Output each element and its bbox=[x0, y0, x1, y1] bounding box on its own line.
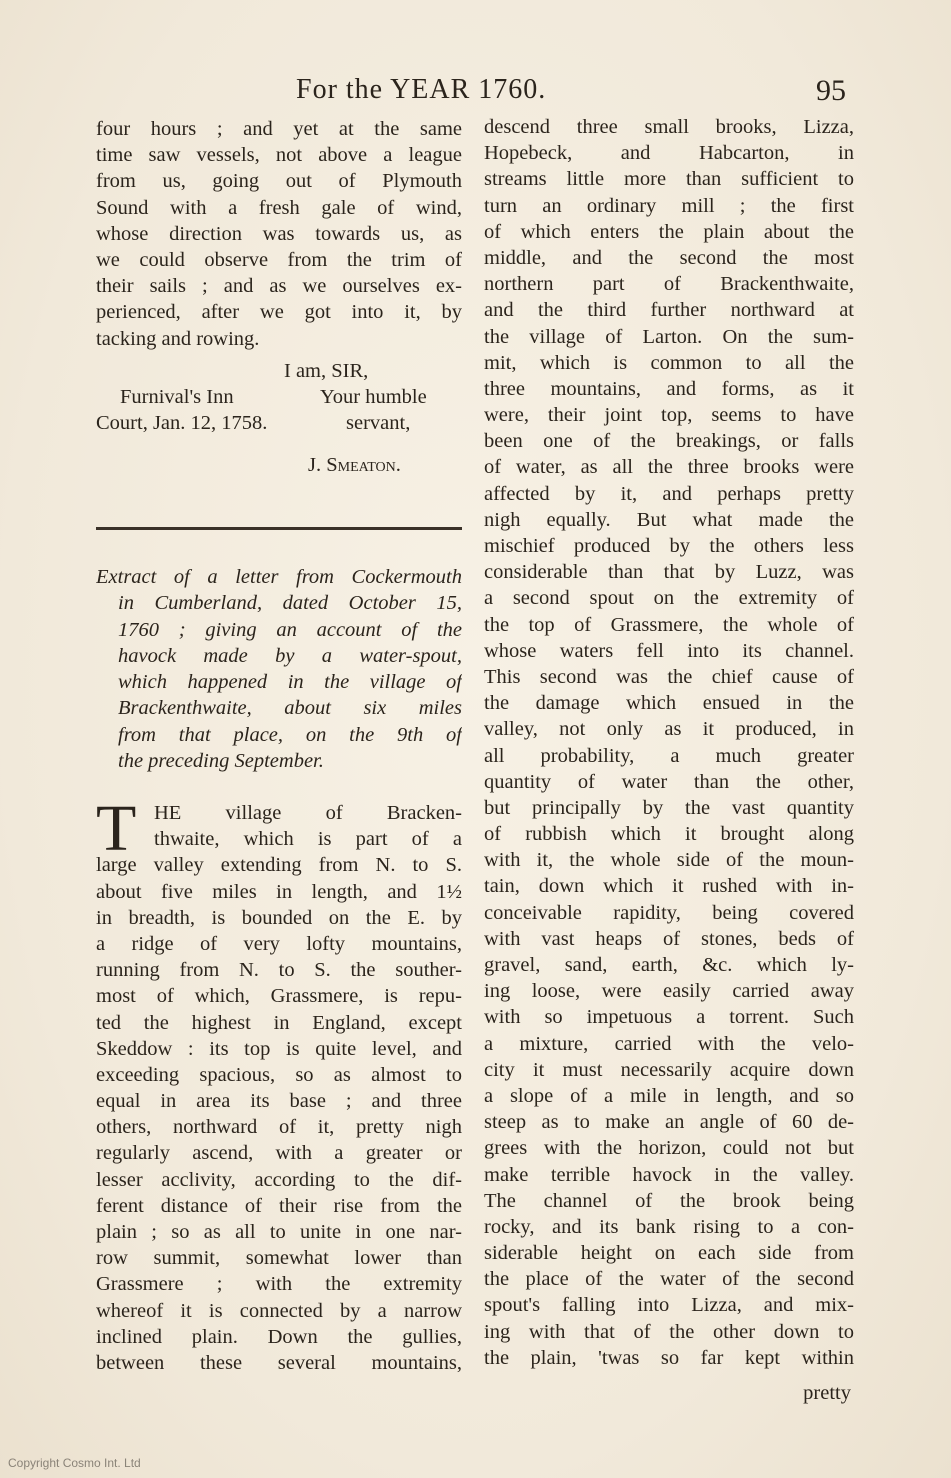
extract-line: from that place, on the 9th of bbox=[118, 723, 462, 746]
text-line: Sound with a fresh gale of wind, bbox=[96, 196, 462, 219]
text-line: of water, as all the three brooks were bbox=[484, 456, 854, 479]
text-line: considerable than that by Luzz, was bbox=[484, 561, 854, 584]
text-line: tacking and rowing. bbox=[96, 327, 260, 350]
text-line: with it, the whole side of the moun- bbox=[484, 849, 854, 872]
sign-off-row-2 bbox=[96, 410, 462, 436]
text-line: The channel of the brook being bbox=[484, 1189, 854, 1212]
text-line: Hopebeck, and Habcarton, in bbox=[484, 142, 854, 165]
closing: I am, SIR, bbox=[284, 359, 369, 382]
text-line: between these several mountains, bbox=[96, 1351, 462, 1374]
text-line: lesser acclivity, according to the dif- bbox=[96, 1168, 462, 1191]
text-line: middle, and the second the most bbox=[484, 246, 854, 269]
text-line: the damage which ensued in the bbox=[484, 692, 854, 715]
text-line: inclined plain. Down the gullies, bbox=[96, 1325, 462, 1348]
text-line: running from N. to S. the souther- bbox=[96, 959, 462, 982]
text-line: been one of the breakings, or falls bbox=[484, 430, 854, 453]
text-line: from us, going out of Plymouth bbox=[96, 170, 462, 193]
text-line: spout's falling into Lizza, and mix- bbox=[484, 1294, 854, 1317]
letter-conclusion bbox=[96, 116, 462, 478]
text-line: the top of Grassmere, the whole of bbox=[484, 613, 854, 636]
text-line: whose direction was towards us, as bbox=[96, 222, 462, 245]
text-line: city it must necessarily acquire down bbox=[484, 1058, 854, 1081]
humble-line-2: servant, bbox=[346, 411, 411, 434]
text-line: affected by it, and perhaps pretty bbox=[484, 482, 854, 505]
text-line: siderable height on each side from bbox=[484, 1242, 854, 1265]
text-line: but principally by the vast quantity bbox=[484, 796, 854, 819]
text-line: of rubbish which it brought along bbox=[484, 823, 854, 846]
catchword: pretty bbox=[803, 1382, 851, 1404]
text-line: rocky, and its bank rising to a con- bbox=[484, 1215, 854, 1238]
text-line: whose waters fell into its channel. bbox=[484, 639, 854, 662]
sign-off-row-1 bbox=[96, 384, 462, 410]
text-line: steep as to make an angle of 60 de- bbox=[484, 1111, 854, 1134]
text-line: a slope of a mile in length, and so bbox=[484, 1084, 854, 1107]
text-line: make terrible havock in the valley. bbox=[484, 1163, 854, 1186]
text-line: a second spout on the extremity of bbox=[484, 587, 854, 610]
text-line: a ridge of very lofty mountains, bbox=[96, 932, 462, 955]
text-line: thwaite, which is part of a bbox=[154, 828, 462, 851]
text-line: descend three small brooks, Lizza, bbox=[484, 116, 854, 138]
extract-line: Extract of a letter from Cockermouth bbox=[96, 566, 462, 588]
text-line: all probability, a much greater bbox=[484, 744, 854, 767]
closing-row bbox=[96, 358, 462, 384]
extract-line: 1760 ; giving an account of the bbox=[118, 618, 462, 641]
text-line: ferent distance of their rise from the bbox=[96, 1194, 462, 1217]
article-right-column bbox=[484, 114, 854, 1371]
text-line: a mixture, carried with the velo- bbox=[484, 1032, 854, 1055]
article-left-column bbox=[96, 792, 462, 1376]
text-line: gravel, sand, earth, &c. which ly- bbox=[484, 954, 854, 976]
text-line: perienced, after we got into it, by bbox=[96, 301, 462, 324]
text-line: quantity of water than the other, bbox=[484, 770, 854, 793]
humble-line-1: Your humble bbox=[320, 385, 427, 408]
text-line: This second was the chief cause of bbox=[484, 665, 854, 688]
text-line: ing loose, were easily carried away bbox=[484, 980, 854, 1003]
text-line: exceeding spacious, so as almost to bbox=[96, 1063, 462, 1086]
text-line: the plain, 'twas so far kept within bbox=[484, 1346, 854, 1369]
text-line: plain ; so as all to unite in one nar- bbox=[96, 1221, 462, 1243]
text-line: nigh equally. But what made the bbox=[484, 508, 854, 531]
text-line: regularly ascend, with a greater or bbox=[96, 1142, 462, 1165]
text-line: grees with the horizon, could not but bbox=[484, 1137, 854, 1160]
place-line-2: Court, Jan. 12, 1758. bbox=[96, 411, 268, 434]
text-line: in breadth, is bounded on the E. by bbox=[96, 906, 462, 929]
signature: J. Smeaton. bbox=[308, 453, 401, 476]
extract-line: havock made by a water-spout, bbox=[118, 644, 462, 667]
drop-cap: T bbox=[96, 792, 137, 865]
text-line: large valley extending from N. to S. bbox=[96, 854, 462, 877]
text-line: equal in area its base ; and three bbox=[96, 1090, 462, 1113]
signature-row bbox=[96, 452, 462, 478]
text-line: others, northward of it, pretty nigh bbox=[96, 1116, 462, 1139]
section-divider bbox=[96, 527, 462, 530]
text-line: their sails ; and as we ourselves ex- bbox=[96, 275, 462, 298]
text-line: were, their joint top, seems to have bbox=[484, 404, 854, 427]
text-line: ted the highest in England, except bbox=[96, 1011, 462, 1034]
text-line: time saw vessels, not above a league bbox=[96, 144, 462, 167]
running-head: For the YEAR 1760. bbox=[296, 74, 547, 105]
text-line: whereof it is connected by a narrow bbox=[96, 1299, 462, 1322]
copyright-notice: Copyright Cosmo Int. Ltd bbox=[8, 1456, 141, 1470]
text-line: we could observe from the trim of bbox=[96, 248, 462, 271]
extract-line: the preceding September. bbox=[118, 750, 324, 773]
text-line: most of which, Grassmere, is repu- bbox=[96, 985, 462, 1008]
text-line: mit, which is common to all the bbox=[484, 351, 854, 374]
text-line: three mountains, and forms, as it bbox=[484, 377, 854, 400]
text-line: Skeddow : its top is quite level, and bbox=[96, 1037, 462, 1060]
text-line: row summit, somewhat lower than bbox=[96, 1247, 462, 1270]
text-line: of which enters the plain about the bbox=[484, 220, 854, 243]
text-line: the village of Larton. On the sum- bbox=[484, 325, 854, 348]
text-line: streams little more than sufficient to bbox=[484, 168, 854, 191]
text-line: about five miles in length, and 1½ bbox=[96, 880, 462, 903]
text-line: turn an ordinary mill ; the first bbox=[484, 194, 854, 217]
extract-line: in Cumberland, dated October 15, bbox=[118, 592, 462, 615]
place-line-1: Furnival's Inn bbox=[120, 385, 234, 408]
text-line: with so impetuous a torrent. Such bbox=[484, 1006, 854, 1029]
text-line: four hours ; and yet at the same bbox=[96, 118, 462, 140]
text-line: tain, down which it rushed with in- bbox=[484, 875, 854, 898]
text-line: with vast heaps of stones, beds of bbox=[484, 927, 854, 950]
page-header bbox=[296, 74, 856, 114]
text-line: conceivable rapidity, being covered bbox=[484, 901, 854, 924]
text-line: the place of the water of the second bbox=[484, 1268, 854, 1291]
text-line: valley, not only as it produced, in bbox=[484, 718, 854, 741]
text-line: northern part of Brackenthwaite, bbox=[484, 273, 854, 296]
extract-heading bbox=[96, 564, 462, 774]
page-number: 95 bbox=[816, 74, 846, 107]
extract-line: which happened in the village of bbox=[118, 671, 462, 694]
text-line: ing with that of the other down to bbox=[484, 1320, 854, 1343]
text-line: HE village of Bracken- bbox=[154, 802, 462, 824]
text-line: mischief produced by the others less bbox=[484, 535, 854, 557]
text-line: and the third further northward at bbox=[484, 299, 854, 322]
text-line: Grassmere ; with the extremity bbox=[96, 1273, 462, 1296]
extract-line: Brackenthwaite, about six miles bbox=[118, 697, 462, 720]
